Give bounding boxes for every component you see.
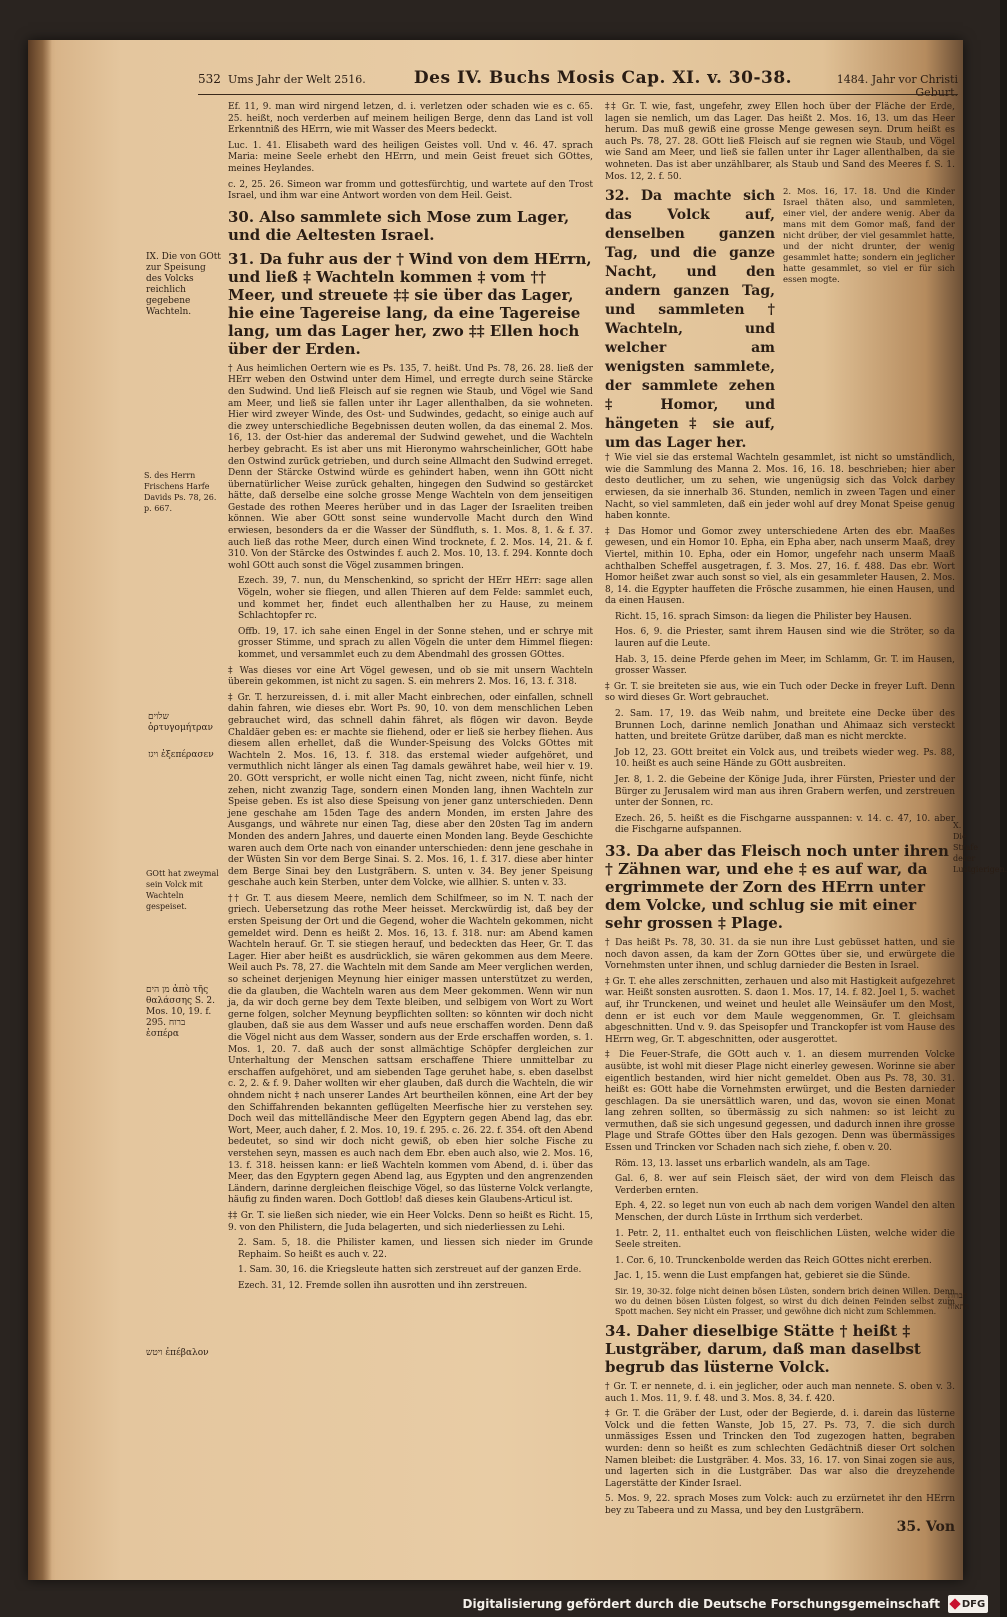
footnote: Job 12, 23. GOtt breitet ein Volck aus, und treibets wieder weg. Ps. 88, 10. heißt es auch seine Hände zu GOtt ausbreiten. [615,747,955,770]
footnote: Ezech. 31, 12. Fremde sollen ihn ausrotten und ihn zerstreuen. [238,1280,528,1291]
dfg-logo-mark-icon [949,1598,960,1609]
bible-verse-34: 34. Daher dieselbige Stätte † heißt ‡ Lustgräber, darum, daß man daselbst begrub das lüsterne Volck. [605,1322,921,1376]
footnote: Jer. 8, 1. 2. die Gebeine der Könige Juda, ihrer Fürsten, Priester und der Bürger zu Jerusalem wird man aus ihren Grabern werfen, und zerstreuen unter der Sonnen, rc. [615,775,955,809]
footnote: ‡‡ Gr. T. sie ließen sich nieder, wie ein Heer Volcks. Denn so heißt es Richt. 15, 9. von den Philistern, die Juda belagerten, und sich niederliessen zu Lehi. [228,1210,593,1233]
bible-verse-30: 30. Also sammlete sich Mose zum Lager, und die Aeltesten Israel. [228,207,570,244]
footnote: Sir. 19, 30-32. folge nicht deinen bösen Lüsten, sondern brich deinen Willen. Denn wo du deinen bösen Lüsten folgest, so wirst du dich deinen Feinden selbst zum Spott machen. Sey nicht ein Prasser, und gewöhne dich nicht zum Schlemmen. [615,1287,955,1316]
footnote: Jac. 1, 15. wenn die Lust empfangen hat, gebieret sie die Sünde. [615,1271,911,1282]
footnote: Gal. 6, 8. wer auf sein Fleisch säet, der wird von dem Fleisch das Verderben ernten. [615,1174,955,1196]
bible-verse-32: 32. Da machte sich das Volck auf, denselben ganzen Tag, und die ganze Nacht, und den andern ganzen Tag, und sammleten † Wachteln, und welcher am wenigsten sammlete, der sammlete zehen ‡ Homor, und hängeten ‡ sie auf, um das Lager her. [605,188,775,452]
footnote: Offb. 19, 17. ich sahe einen Engel in der Sonne stehen, und er schrye mit grosser Stimme, und sprach zu allen Vögeln die unter dem Himmel fliegen: kommet, und versammlet euch zu dem Abendmahl des grossen GOttes. [238,626,593,660]
footnote: ‡ Gr. T. ehe alles zerschnitten, zerhauen und also mit Hastigkeit aufgezehret war. Heißt sonsten ausrotten. S. daon 1. Mos. 17, 14. f. 82. Joel 1, 5. wachet auf, ihr Trunckenen, und weinet und heulet alle Weinsäufer um den Most, denn er ist euch vor dem Maule weggenommen, Gr. T. gleichsam abgeschnitten. Und v. 9. das Speisopfer und Tranckopfer ist vom Hause des HErrn weg, Gr. T. abgeschnitten, oder ausgerottet. [605,976,955,1045]
cross-reference: 2. Mos. 16, 17. 18. Und die Kinder Israel thäten also, und sammleten, einer viel, der andere wenig. Aber da mans mit dem Gomor maß, fand der nicht drüber, der viel gesammlet hatte, und der nicht drunter, der wenig gesammlet hatte; sondern ein jeglicher hatte gesammlet, so viel er für sich essen mogte. [783,187,955,286]
bible-verse-31: 31. Da fuhr aus der † Wind von dem HErrn, und ließ ‡ Wachteln kommen ‡ vom †† Meer, und streuete ‡‡ sie über das Lager, hie eine Tagereise lang, da eine Tagereise lang, um das Lager her, zwo ‡‡ Ellen hoch über der Erden. [228,249,592,358]
footnote: 1. Sam. 30, 16. die Kriegsleute hatten sich zerstreuet auf der ganzen Erde. [238,1265,582,1276]
footnote: Eph. 4, 22. so leget nun von euch ab nach dem vorigen Wandel den alten Menschen, der durch Lüste in Irrthum sich verderbet. [615,1201,955,1224]
footer-bar [0,1591,1000,1617]
right-column [605,102,955,1533]
year-christ: 1484. Jahr vor Christi Geburt. [836,73,958,99]
footnote: Hab. 3, 15. deine Pferde gehen im Meer, im Schlamm, Gr. T. im Hausen, grosser Wasser. [615,654,955,677]
footnote: †† Gr. T. aus diesem Meere, nemlich dem Schilfmeer, so im N. T. nach der griech. Uebersetzung das rothe Meer heisset. Merckwürdig ist, daß bey der ersten Speisung der Ort und die Gegend, woher die Wachteln gekommen, nicht gemeldet wird. Denn es heißt 2. Mos. 16, 13. f. 318. nur: am Abend kamen Wachteln herauf. Gr. T. sie stiegen herauf, und bedeckten das Heer, Gr. T. das Lager. Hier aber heißt es ausdrücklich, sie wären gekommen aus dem Meere. Weil auch Ps. 78, 27. die Wachteln mit dem Sande am Meer verglichen werden, so scheinet derjenigen Meynung hier einiger massen unterstützet zu werden, die da glauben, die Wachteln waren aus dem Meer gekommen. Wenn wir nun ja, da wir doch gerne bey dem Texte bleiben, und selbigem von Wort zu Wort gerne folgen, solcher Meynung beypflichten sollten: so könnten wir doch nicht glauben, daß sie aus dem Wasser und aufs neue erschaffen worden. Denn daß die Vögel nicht aus dem Wasser, sondern aus der Erde erschaffen worden, s. 1. Mos. 1, 20. 7. daß auch der sonst allmächtige Schöpfer dergleichen zur Unterhaltung der Menschen sattsam erschaffene Thiere unmittelbar zu erschaffen aufgehöret, und am siebenden Tage geruhet habe, s. eben daselbst c. 2, 2. & f. 9. Daher wollten wir eher glauben, daß durch die Wachteln, die wir ohndem nicht ‡ nach unserer Landes Art beurtheilen können, eine Art der bey den Schiffahrenden bekannten geflügelten Meerfische hier zu verstehen sey. Doch weil das mittelländische Meer den Egyptern gegen Abend lag, das ebr. Wort, Meer, auch daher, f. 2. Mos. 10, 19. f. 295. c. 26. 22. f. 354. oft den Abend bedeutet, so sind wir doch nicht gewiß, ob eben hier solche Fische zu verstehen seyn, massen es auch nach dem Ebr. eben auch also, wie 2. Mos. 16, 13. f. 318. heissen kann: er ließ Wachteln kommen vom Abend, d. i. über das Meer, das den Egyptern gegen Abend lag, aus Egypten und den angrenzenden Ländern, darinne dergleichen fleischige Vögel, so das lüsterne Volck verlangte, häufig zu finden waren. Doch Gottlob! daß dieses kein Glaubens-Articul ist. [228,893,593,1206]
footer-credit: Digitalisierung gefördert durch die Deutsche Forschungsgemeinschaft [462,1597,940,1611]
footnote: ‡ Gr. T. sie breiteten sie aus, wie ein Tuch oder Decke in freyer Luft. Denn so wird dieses Gr. Wort gebrauchet. [605,681,955,704]
footnote: Hos. 6, 9. die Priester, samt ihrem Hausen sind wie die Ströter, so da lauren auf die Leute. [615,627,955,650]
footnote: Richt. 15, 16. sprach Simson: da liegen die Philister bey Hausen. [615,611,912,622]
margin-note-left: מן הים ἀπὸ τῆς θαλάσσης S. 2. Mos. 10, 19. f. 295. ברוח ἑσπέρα [146,985,216,1039]
margin-note-right: X. Die Strafe derer Lustgierigen. [953,821,1007,874]
footnote: † Das heißt Ps. 78, 30. 31. da sie nun ihre Lust gebüsset hatten, und sie noch davon assen, da kam der Zorn GOttes über sie, und erwürgete die Vornehmsten unter ihnen, und schlug darnieder die Besten in Israel. [605,937,955,972]
margin-note-left: S. des Herrn Frischens Harfe Davids Ps. 78, 26. p. 667. [144,471,217,513]
footnote: ‡ Das Homor und Gomor zwey unterschiedene Arten des ebr. Maaßes gewesen, und ein Homor 10. Epha, ein Epha aber, nach unserm Maaß, drey Viertel, mithin 10. Epha, oder ein Homor, ungefehr nach unserm Maaß achthalben Scheffel ausgetragen, f. 3. Mos. 27, 16. f. 488. Das ebr. Wort Homor heißet zwar auch sonst so viel, als ein gesammleter Hausen, 2. Mos. 8, 14. die Egypter hauffeten die Frösche zusammen, hie einen Hausen, und da einen Hausen. [605,526,955,607]
footnote: Ezech. 39, 7. nun, du Menschenkind, so spricht der HErr HErr: sage allen Vögeln, woher sie fliegen, und allen Thieren auf dem Felde: sammlet euch, und kommet her, findet euch allenthalben her zu Hause, zu meinem Schlachtopfer rc. [238,576,593,622]
footnote: ‡ Die Feuer-Strafe, die GOtt auch v. 1. an diesem murrenden Volcke ausübte, ist wohl mit dieser Plage nicht einerley gewesen. Worinne sie aber eigentlich bestanden, wird hier nicht gemeldet. Oben aus Ps. 78, 30. 31. heißt es: GOtt habe die Vornehmsten erwürget, und die Besten darnieder geschlagen. Da sie unersättlich waren, und das, wovon sie einen Monat lang zehren sollten, so übermässig zu sich nahmen: so ist leicht zu vermuthen, daß sie sich ungesund gegessen, und dadurch innen ihre grosse Plage und Strafe GOttes über den Hals gezogen. Denn was übermässiges Essen und Trincken vor Schaden nach sich ziehe, f. oben v. 20. [605,1050,955,1154]
footnote: ‡‡ Gr. T. wie, fast, ungefehr, zwey Ellen hoch über der Fläche der Erde, lagen sie nemlich, um das Lager. Das heißt 2. Mos. 16, 13. um das Heer herum. Das muß gewiß eine grosse Menge gewesen seyn. Drum heißt es auch Ps. 78, 27. 28. GOtt ließ Fleisch auf sie regnen wie Staub, und Vögel wie Sand am Meer, und ließ sie fallen unter ihr Lager allenthalben, da sie wohneten. Das ist aber unzählbarer, als Staub und Sand des Meeres f. S. 1. Mos. 12, 2. f. 50. [605,102,955,182]
footnote: Ezech. 26, 5. heißt es die Fischgarne ausspannen: v. 14. c. 47, 10. aber die Fischgarne aufspannen. [615,813,955,836]
dfg-logo-text: DFG [961,1598,986,1610]
margin-note-left: IX. Die von GOtt zur Speisung des Volcks reichlich gegebene Wachteln. [146,252,221,317]
margin-note-left: GOtt hat zweymal sein Volck mit Wachteln gespeiset. [146,869,219,911]
margin-note-left: שלוים ὀρτυγομήτραν [148,712,214,733]
margin-note-right: קברות התאוה [948,1291,969,1311]
footnote: ‡ Gr. T. herzureissen, d. i. mit aller Macht einbrechen, oder einfallen, schnell dahin fahren, wie dieses ebr. Wort Ps. 90, 10. von dem menschlichen Leben gebrauchet wird, das schnell dahin fähret, als flögen wir davon. Beyde Chaldäer geben es: er machte sie fliehend, oder er ließ sie herbey fliehen. Aus diesem allen erhellet, daß die Wunder-Speisung des Volcks GOttes mit Wachteln 2. Mos. 16, 13. f. 318. das erstemal wieder aufgehöret, und vermuthlich nicht länger als einen Tag damals gewähret habe, weil hier v. 19. 20. GOtt verspricht, er wolle nicht einen Tag, nicht zween, nicht fünfe, nicht zehen, nicht zwanzig Tage, sondern einen Monden lang, ihnen Wachteln zur Speise geben. Es ist also diese Speisung von jener ganz unterschieden. Denn jene geschahe am 15den Tage des andern Monden, im ersten Jahre des Ausgangs, und währete nur einen Tag, diese aber den 20sten Tag im andern Monden des andern Jahres, und dauerte einen Monden lang. Beyde Geschichte waren auch dem Orte nach von einander unterschieden: denn jene geschahe in der Wüsten Sin vor dem Berge Sinai. S. 2. Mos. 16, 1. f. 317. diese aber hinter dem Berge Sinai bey den Lustgräbern. S. unten v. 34. Bey jener Speisung geschahe auch kein Sterben, unter dem Volcke, wie allhier. S. unten v. 33. [228,692,593,889]
year-world: Ums Jahr der Welt 2516. [228,73,366,86]
commentary-paragraph: Luc. 1. 41. Elisabeth ward des heiligen Geistes voll. Und v. 46. 47. sprach Maria: meine Seele erhebt den HErrn, und mein Geist freuet sich GOttes, meines Heylandes. [228,140,593,174]
footnote: † Wie viel sie das erstemal Wachteln gesammlet, ist nicht so umständlich, wie die Sammlung des Manna 2. Mos. 16, 16. 18. beschrieben; hier aber desto deutlicher, um zu sehen, wie ungenügsig sich das Volck darbey erwiesen, da sie innerhalb 36. Stunden, nemlich in zween Tagen und einer Nacht, so viel sammleten, daß ein jeder wohl auf drey Monat Speise genug haben konnte. [605,453,955,522]
verse-32-block [605,187,955,453]
footnote: 1. Petr. 2, 11. enthaltet euch von fleischlichen Lüsten, welche wider die Seele streiten. [615,1228,955,1251]
commentary-paragraph: c. 2, 25. 26. Simeon war fromm und gottesfürchtig, und wartete auf den Trost Israel, und ihm war eine Antwort worden von dem Heil. Geist. [228,179,593,202]
footnote: 1. Cor. 6, 10. Trunckenbolde werden das Reich GOttes nicht ererben. [615,1255,932,1266]
margin-note-left: ויגז ἐξεπέρασεν [148,750,214,760]
dfg-logo [948,1595,988,1613]
bible-verse-33: 33. Da aber das Fleisch noch unter ihren † Zähnen war, und ehe ‡ es auf war, da ergrimmete der Zorn des HErrn unter dem Volcke, und schlug sie mit einer sehr grossen ‡ Plage. [605,841,949,932]
footnote: ‡ Was dieses vor eine Art Vögel gewesen, und ob sie mit unsern Wachteln überein gekommen, ist nicht zu sagen. S. ein mehrers 2. Mos. 16, 13. f. 318. [228,665,593,688]
commentary-paragraph: Ef. 11, 9. man wird nirgend letzen, d. i. verletzen oder schaden wie es c. 65. 25. heißt, noch verderben auf meinem heiligen Berge, denn das Land ist voll Erkenntniß des HErrn, wie mit Wasser des Meers bedeckt. [228,102,593,136]
footnote: 5. Mos. 9, 22. sprach Moses zum Volck: auch zu erzürnetet ihr den HErrn bey zu Tabeera und zu Massa, und bey den Lustgräbern. [605,1494,955,1516]
margin-note-left: ויטש ἐπέβαλον [146,1348,209,1358]
running-header [198,68,958,99]
catchword: 35. Von [896,1518,955,1535]
page-number: 532 [198,72,221,86]
footnote: ‡ Gr. T. die Gräber der Lust, oder der Begierde, d. i. darein das lüsterne Volck und die fetten Wanste, Job 15, 27. Ps. 73, 7. die sich durch unmässiges Essen und Trincken den Tod zugezogen hatten, begraben wurden: denn so heißt es zum schlechten Gedächtniß dieser Ort solchen Namen bleibet: die Lustgräber. 4. Mos. 33, 16. 17. von Sinai zogen sie aus, und lagerten sich in die Lustgräber. Das war also die dreyzehende Lagerstätte der Kinder Israel. [605,1409,955,1489]
footnote: 2. Sam. 5, 18. die Philister kamen, und liessen sich nieder im Grunde Rephaim. So heißt es auch v. 22. [238,1238,593,1260]
page-title: Des IV. Buchs Mosis Cap. XI. v. 30-38. [413,68,793,88]
footnote: † Gr. T. er nennete, d. i. ein jeglicher, oder auch man nennete. S. oben v. 3. auch 1. Mos. 11, 9. f. 48. und 3. Mos. 8, 34. f. 420. [605,1382,955,1404]
footnote: Röm. 13, 13. lasset uns erbarlich wandeln, als am Tage. [615,1158,871,1169]
book-page [28,40,1007,1580]
footnote: 2. Sam. 17, 19. das Weib nahm, und breitete eine Decke über des Brunnen Loch, darinne nemlich Jonathan und Ahimaaz sich versteckt hatten, und breitete Grütze darüber, daß man es nicht merckte. [615,709,955,743]
footnote: † Aus heimlichen Oertern wie es Ps. 135, 7. heißt. Und Ps. 78, 26. 28. ließ der HErr weben den Ostwind unter dem Himel, und erregte durch seine Stärcke den Sudwind. Und ließ Fleisch auf sie regnen wie Staub, und Vögel wie Sand am Meer, und ließ sie fallen unter ihr Lager allenthalben, da sie wohneten. Hier wird zweyer Winde, des Ost- und Sudwindes, gedacht, so einige auch auf die zwey unterschiedliche Begebnissen deuten wollen, da das einemal 2. Mos. 16, 13. der Ost-hier das anderemal der Sudwind gewehet, und die Wachteln herbey gebracht. Es ist aber uns mit Hieronymo wahrscheinlicher, GOtt habe den Ostwind zurück getrieben, und durch seine Allmacht den Sudwind erreget. Denn der Stärcke Ostwind würde es gehindert haben, wenn ihn GOtt nicht übernatürlicher Weise zurück gehalten, hingegen den Sudwind so gestärcket hätte, daß derselbe eine solche grosse Menge Wachteln von dem jenseitigen Gestade des rothen Meeres herüber und in das Lager der Israeliten treiben können. Wie aber GOtt sonst seine wundervolle Macht durch den Wind erwiesen, besonders da er die Wasser der Sündfluth, s. 1. Mos. 8, 1. & f. 37. auch ließ das rothe Meer, durch einen Wind trocknete, f. 2. Mos. 14, 21. & f. 310. Von der Stärcke des Ostwindes f. auch 2. Mos. 10, 13. f. 294. Konnte doch wohl GOtt auch sonst die Vögel zusammen bringen. [228,363,593,571]
left-column [228,102,593,1296]
